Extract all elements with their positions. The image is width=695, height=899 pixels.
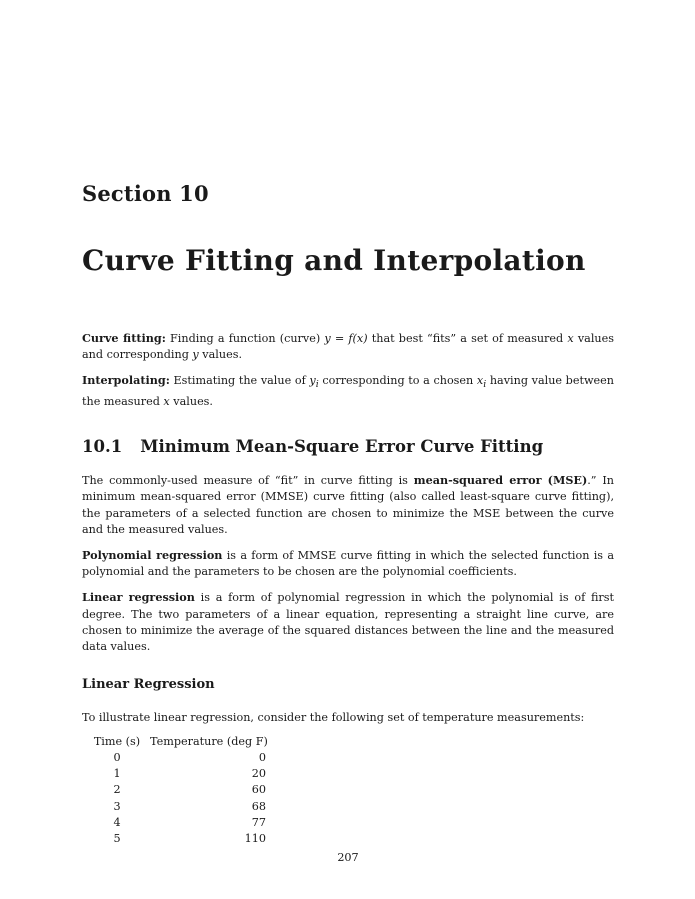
subscript-i-2: i xyxy=(483,379,487,391)
subscript-i: i xyxy=(315,379,319,391)
table-header-row xyxy=(88,734,268,750)
linear-regression-heading: Linear Regression xyxy=(82,677,215,693)
temperature-cell: 68 xyxy=(251,799,266,813)
interpolating-text-1: Estimating the value of xyxy=(169,374,310,388)
linear-regression-intro: To illustrate linear regression, consider the following set of temperature measurements: xyxy=(82,711,585,725)
var-y: y xyxy=(192,348,199,362)
temperature-cell: 110 xyxy=(244,831,266,845)
table-row xyxy=(88,831,268,847)
temperature-cell: 0 xyxy=(258,750,266,764)
curve-fitting-term: Curve fitting: xyxy=(82,331,166,345)
subsection-number: 10.1 xyxy=(82,437,123,457)
interpolating-text-2: corresponding to a chosen xyxy=(318,374,477,388)
table-row xyxy=(88,815,268,831)
linear-regression-paragraph xyxy=(82,589,614,655)
curve-fitting-text-2: that best “fits” a set of measured xyxy=(367,332,568,345)
interpolating-text-4: values. xyxy=(169,394,213,408)
mse-term: mean-squared error (MSE) xyxy=(413,473,588,488)
table-row xyxy=(88,750,268,766)
curve-fitting-text-1: Finding a function (curve) xyxy=(165,332,325,345)
var-x-i: x xyxy=(476,374,484,388)
time-cell: 3 xyxy=(113,799,121,813)
linear-regression-text: is a form of polynomial regression in which the polynomial is of first degree. The two parameters of a linear equation, representing a straight line curve, are chosen to minimize the average of the squared distances between the line and the measured data values. xyxy=(82,591,615,654)
temperature-cell: 20 xyxy=(251,767,266,781)
temperature-table xyxy=(88,734,268,847)
curve-fitting-definition xyxy=(82,330,614,363)
time-column-header: Time (s) xyxy=(93,734,141,748)
table-row xyxy=(88,782,268,798)
mse-text-2: .” In minimum mean-squared error (MMSE) curve fitting (also called least-square curve fitting), the parameters of a selected function are chosen to minimize the MSE between the curve and the measured values. xyxy=(82,474,614,536)
interpolating-term: Interpolating: xyxy=(82,373,170,388)
mse-paragraph xyxy=(82,472,614,538)
page-number: 207 xyxy=(337,851,359,864)
polynomial-regression-text: is a form of MMSE curve fitting in which the selected function is a polynomial and the parameters to be chosen are the polynomial coefficients. xyxy=(82,549,614,579)
var-x-2: x xyxy=(163,394,170,408)
document-page xyxy=(82,0,614,899)
table-row xyxy=(88,766,268,782)
interpolating-definition xyxy=(82,372,614,410)
subsection-title: Minimum Mean-Square Error Curve Fitting xyxy=(140,437,544,457)
time-cell: 4 xyxy=(113,815,121,829)
polynomial-regression-paragraph xyxy=(82,547,614,580)
body-text xyxy=(82,330,614,847)
curve-fitting-text-4: values. xyxy=(198,348,242,362)
var-x: x xyxy=(567,332,574,345)
chapter-title: Curve Fitting and Interpolation xyxy=(82,244,586,277)
time-cell: 2 xyxy=(113,783,121,797)
table-row xyxy=(88,799,268,815)
time-cell: 0 xyxy=(113,750,121,764)
curve-fitting-formula: y = f(x) xyxy=(324,332,368,345)
temperature-cell: 77 xyxy=(251,815,266,829)
temperature-cell: 60 xyxy=(251,783,266,797)
polynomial-regression-term: Polynomial regression xyxy=(82,548,223,563)
mse-text-1: The commonly-used measure of “fit” in curve fitting is xyxy=(82,474,414,488)
section-label: Section 10 xyxy=(82,181,209,206)
time-cell: 5 xyxy=(113,831,121,845)
time-cell: 1 xyxy=(113,767,121,781)
curve-fitting-text-3: values and corresponding xyxy=(82,332,614,362)
subsection-heading xyxy=(82,439,614,455)
linear-regression-term: Linear regression xyxy=(82,590,195,605)
var-y-i: y xyxy=(309,374,316,388)
interpolating-text-3: having value between the measured xyxy=(82,374,614,408)
temperature-column-header: Temperature (deg F) xyxy=(150,734,268,748)
